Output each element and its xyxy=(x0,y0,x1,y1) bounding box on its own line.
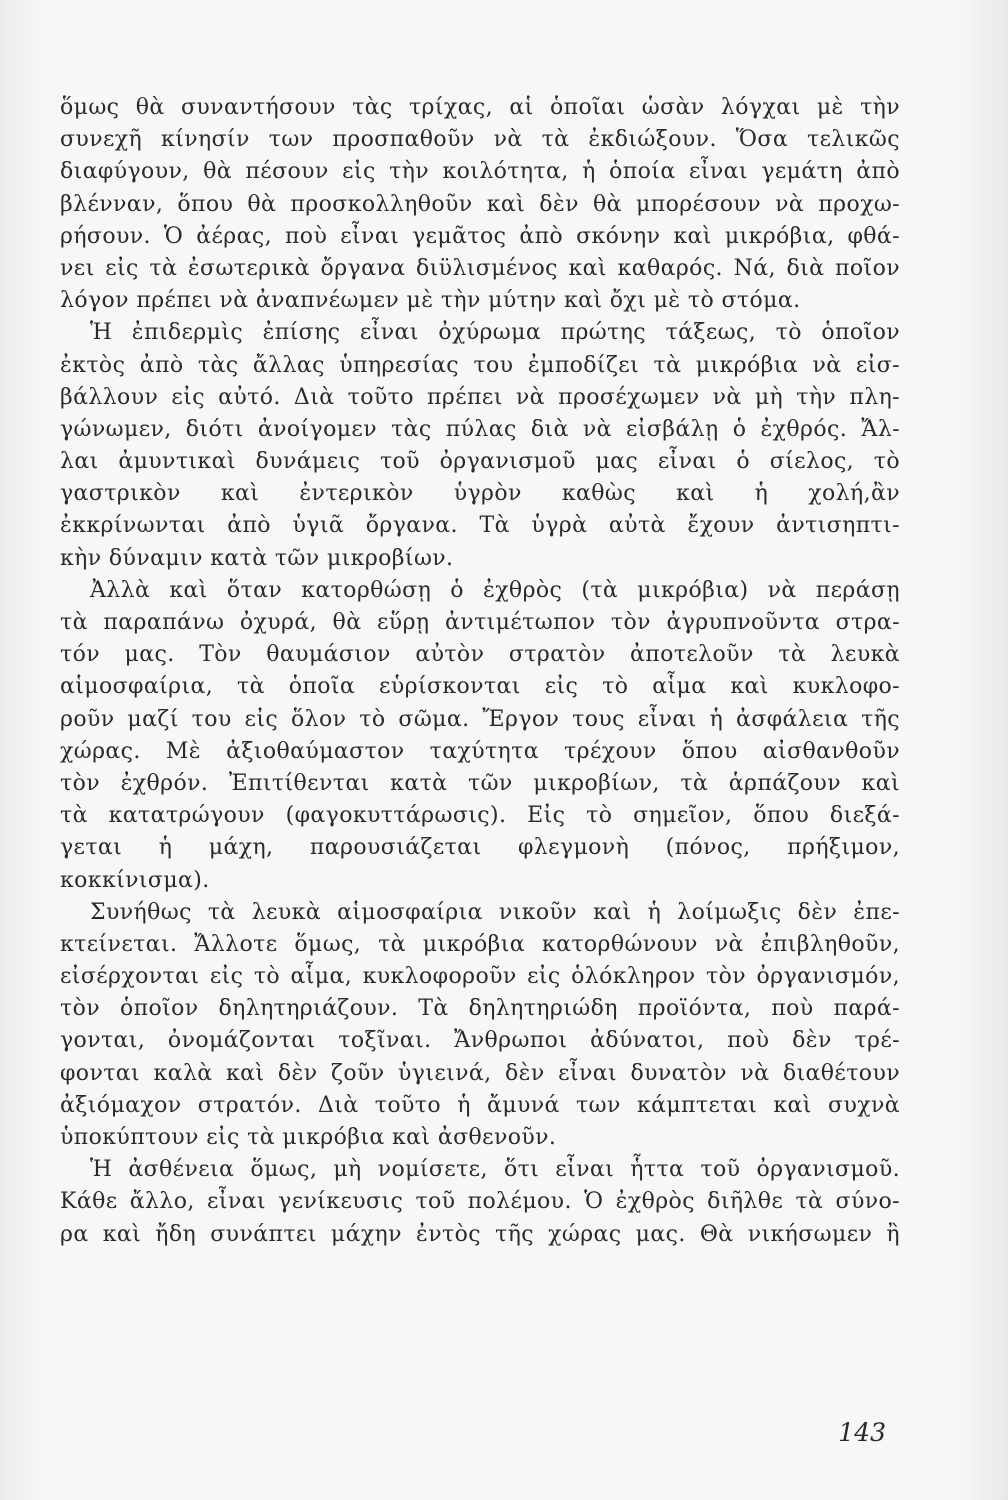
text-line: νει εἰς τὰ ἐσωτερικὰ ὄργανα διϋλισμένος καὶ καθαρός. Νά, διὰ ποῖον xyxy=(60,255,900,281)
text-line: Συνήθως τὰ λευκὰ αἱμοσφαίρια νικοῦν καὶ ἡ λοίμωξις δὲν ἐπε- xyxy=(90,899,900,925)
text-line: βλένναν, ὅπου θὰ προσκολληθοῦν καὶ δὲν θὰ μπορέσουν νὰ προχω- xyxy=(60,191,900,217)
text-line: ἀξιόμαχον στρατόν. Διὰ τοῦτο ἡ ἄμυνά των κάμπτεται καὶ συχνὰ xyxy=(60,1092,900,1118)
text-line: φονται καλὰ καὶ δὲν ζοῦν ὑγιεινά, δὲν εἶναι δυνατὸν νὰ διαθέτουν xyxy=(60,1060,900,1086)
text-line: Ἀλλὰ καὶ ὅταν κατορθώσῃ ὁ ἐχθρὸς (τὰ μικρόβια) νὰ περάσῃ xyxy=(90,577,900,603)
text-line: κτείνεται. Ἄλλοτε ὅμως, τὰ μικρόβια κατορθώνουν νὰ ἐπιβληθοῦν, xyxy=(60,931,900,957)
text-line: εἰσέρχονται εἰς τὸ αἷμα, κυκλοφοροῦν εἰς ὁλόκληρον τὸν ὀργανισμόν, xyxy=(60,964,900,990)
text-line: κὴν δύναμιν κατὰ τῶν μικροβίων. xyxy=(60,545,454,571)
text-line: βάλλουν εἰς αὐτό. Διὰ τοῦτο πρέπει νὰ προσέχωμεν νὰ μὴ τὴν πλη- xyxy=(60,384,900,410)
text-line: ὅμως θὰ συναντήσουν τὰς τρίχας, αἱ ὁποῖαι ὡσὰν λόγχαι μὲ τὴν xyxy=(60,95,900,120)
text-line: γονται, ὀνομάζονται τοξῖναι. Ἄνθρωποι ἀδύνατοι, ποὺ δὲν τρέ- xyxy=(60,1028,900,1054)
text-line: τὸν ἐχθρόν. Ἐπιτίθενται κατὰ τῶν μικροβίων, τὰ ἁρπάζουν καὶ xyxy=(60,770,900,796)
body-text xyxy=(60,92,900,1251)
text-line: ρήσουν. Ὁ ἀέρας, ποὺ εἶναι γεμᾶτος ἀπὸ σκόνην καὶ μικρόβια, φθά- xyxy=(60,223,900,249)
text-line: ὑποκύπτουν εἰς τὰ μικρόβια καὶ ἀσθενοῦν. xyxy=(60,1125,557,1150)
text-line: ἐκκρίνωνται ἀπὸ ὑγιᾶ ὄργανα. Τὰ ὑγρὰ αὐτὰ ἔχουν ἀντισηπτι- xyxy=(60,513,900,539)
text-line: τὸν ὁποῖον δηλητηριάζουν. Τὰ δηλητηριώδη προϊόντα, ποὺ παρά- xyxy=(60,996,900,1022)
text-line: τὰ παραπάνω ὀχυρά, θὰ εὕρῃ ἀντιμέτωπον τὸν ἀγρυπνοῦντα στρα- xyxy=(60,610,900,635)
text-line: συνεχῆ κίνησίν των προσπαθοῦν νὰ τὰ ἐκδιώξουν. Ὅσα τελικῶς xyxy=(60,127,900,153)
text-line: αἱμοσφαίρια, τὰ ὁποῖα εὑρίσκονται εἰς τὸ αἷμα καὶ κυκλοφο- xyxy=(60,674,900,700)
text-line: τόν μας. Τὸν θαυμάσιον αὐτὸν στρατὸν ἀποτελοῦν τὰ λευκὰ xyxy=(60,642,900,668)
text-line: γώνωμεν, διότι ἀνοίγομεν τὰς πύλας διὰ νὰ εἰσβάλῃ ὁ ἐχθρός. Ἄλ- xyxy=(60,416,900,442)
text-line: γεται ἡ μάχη, παρουσιάζεται φλεγμονὴ (πόνος, πρήξιμον, xyxy=(60,835,900,861)
text-line: Κάθε ἄλλο, εἶναι γενίκευσις τοῦ πολέμου. Ὁ ἐχθρὸς διῆλθε τὰ σύνο- xyxy=(60,1189,900,1215)
text-line: κοκκίνισμα). xyxy=(60,867,210,893)
text-line: γαστρικὸν καὶ ἐντερικὸν ὑγρὸν καθὼς καὶ ἡ χολή,ἂν xyxy=(60,481,900,507)
text-line: χώρας. Μὲ ἀξιοθαύμαστον ταχύτητα τρέχουν ὅπου αἰσθανθοῦν xyxy=(60,738,900,764)
text-line: διαφύγουν, θὰ πέσουν εἰς τὴν κοιλότητα, ἡ ὁποία εἶναι γεμάτη ἀπὸ xyxy=(60,159,900,185)
text-line: τὰ κατατρώγουν (φαγοκυττάρωσις). Εἰς τὸ σημεῖον, ὅπου διεξά- xyxy=(60,803,900,829)
page-number: 143 xyxy=(838,1418,886,1447)
text-line: Ἡ ἐπιδερμὶς ἐπίσης εἶναι ὀχύρωμα πρώτης τάξεως, τὸ ὁποῖον xyxy=(90,320,900,346)
text-line: Ἡ ἀσθένεια ὅμως, μὴ νομίσετε, ὅτι εἶναι ἧττα τοῦ ὀργανισμοῦ. xyxy=(90,1157,900,1183)
text-line: λόγον πρέπει νὰ ἀναπνέωμεν μὲ τὴν μύτην καὶ ὄχι μὲ τὸ στόμα. xyxy=(60,288,801,314)
text-line: ἐκτὸς ἀπὸ τὰς ἄλλας ὑπηρεσίας του ἐμποδίζει τὰ μικρόβια νὰ εἰσ- xyxy=(60,352,900,378)
text-line: ροῦν μαζί του εἰς ὅλον τὸ σῶμα. Ἔργον τους εἶναι ἡ ἀσφάλεια τῆς xyxy=(60,706,900,732)
text-line: ρα καὶ ἤδη συνάπτει μάχην ἐντὸς τῆς χώρας μας. Θὰ νικήσωμεν ἢ xyxy=(60,1221,900,1247)
text-line: λαι ἀμυντικαὶ δυνάμεις τοῦ ὀργανισμοῦ μας εἶναι ὁ σίελος, τὸ xyxy=(60,449,900,475)
